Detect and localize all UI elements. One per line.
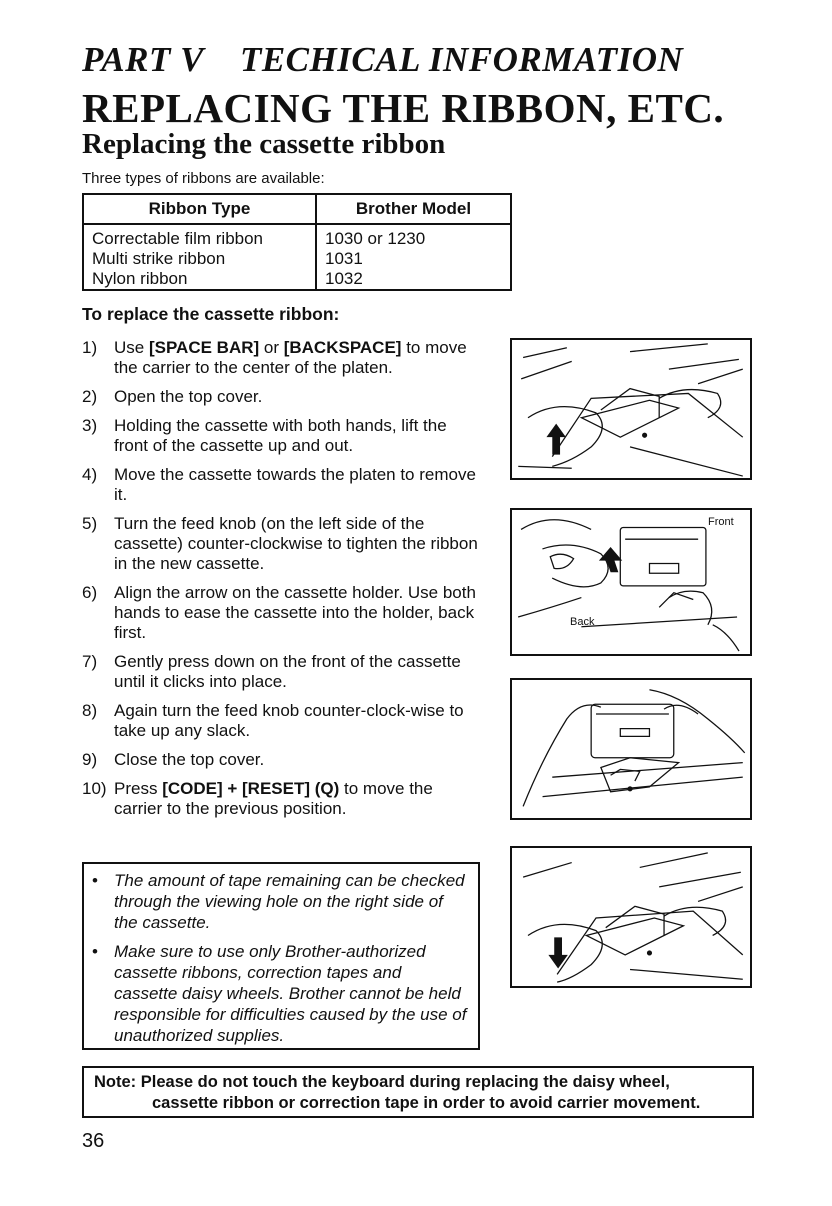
figure-label-back: Back: [570, 616, 595, 628]
close-cover-illustration: [512, 848, 750, 986]
note-item: • The amount of tape remaining can be checked through the viewing hole on the right side of the cassette.: [92, 871, 465, 932]
column-header-brother-model: Brother Model: [316, 194, 511, 224]
table-header-row: [83, 194, 511, 224]
steps-list: [82, 338, 482, 828]
note-item: • Make sure to use only Brother-authorized cassette ribbons, correction tapes and cassette daisy wheels. Brother cannot be held responsible for difficulties caused by the use of unauthorized supplies.: [92, 942, 467, 1045]
remove-cassette-illustration: [512, 340, 750, 478]
list-item: 4) Move the cassette towards the platen to remove it.: [82, 465, 476, 504]
table-row: [83, 224, 511, 249]
list-item: 3) Holding the cassette with both hands, lift the front of the cassette up and out.: [82, 416, 447, 455]
note-label: Note:: [94, 1073, 137, 1091]
keyboard-warning-note: [82, 1066, 754, 1118]
list-item: 6) Align the arrow on the cassette holder. Use both hands to ease the cassette into the holder, back first.: [82, 583, 476, 642]
list-item: 1) Use [SPACE BAR] or [BACKSPACE] to move the carrier to the center of the platen.: [82, 338, 467, 377]
table-cell: 1030 or 1230: [316, 224, 511, 249]
feed-knob-illustration: [512, 510, 750, 654]
table-cell: 1031: [316, 249, 511, 269]
list-item: 7) Gently press down on the front of the cassette until it clicks into place.: [82, 652, 461, 691]
figure-press-cassette: [510, 678, 752, 820]
figure-remove-cassette: [510, 338, 752, 480]
table-cell: Multi strike ribbon: [83, 249, 316, 269]
note-line-2: cassette ribbon or correction tape in order to avoid carrier movement.: [152, 1094, 701, 1112]
intro-text: Three types of ribbons are available:: [82, 170, 325, 187]
list-item: 10) Press [CODE] + [RESET] (Q) to move the carrier to the previous position.: [82, 779, 433, 818]
page-title: REPLACING THE RIBBON, ETC.: [82, 85, 725, 131]
procedure-title: To replace the cassette ribbon:: [82, 304, 340, 324]
press-cassette-illustration: [512, 680, 750, 818]
figure-label-front: Front: [708, 516, 734, 528]
list-item: 8) Again turn the feed knob counter-clock-wise to take up any slack.: [82, 701, 464, 740]
figure-close-cover: [510, 846, 752, 988]
note-line-1: Note: Please do not touch the keyboard during replacing the daisy wheel,: [94, 1073, 670, 1091]
list-item: 2) Open the top cover.: [82, 387, 263, 406]
table-row: [83, 249, 511, 269]
part-heading: [82, 40, 683, 80]
part-label: PART V: [82, 40, 204, 79]
column-header-ribbon-type: Ribbon Type: [83, 194, 316, 224]
list-item: 9) Close the top cover.: [82, 750, 265, 769]
notes-box: [82, 862, 480, 1050]
table-row: [83, 269, 511, 290]
table-cell: Correctable film ribbon: [83, 224, 316, 249]
list-item: 5) Turn the feed knob (on the left side of the cassette) counter-clockwise to tighten the ribbon in the new cassette.: [82, 514, 478, 573]
table-cell: 1032: [316, 269, 511, 290]
ribbon-table: [82, 193, 512, 291]
section-title: Replacing the cassette ribbon: [82, 128, 446, 160]
figure-feed-knob: [510, 508, 752, 656]
table-cell: Nylon ribbon: [83, 269, 316, 290]
page-number: 36: [82, 1130, 105, 1152]
part-title: TECHICAL INFORMATION: [239, 40, 684, 79]
